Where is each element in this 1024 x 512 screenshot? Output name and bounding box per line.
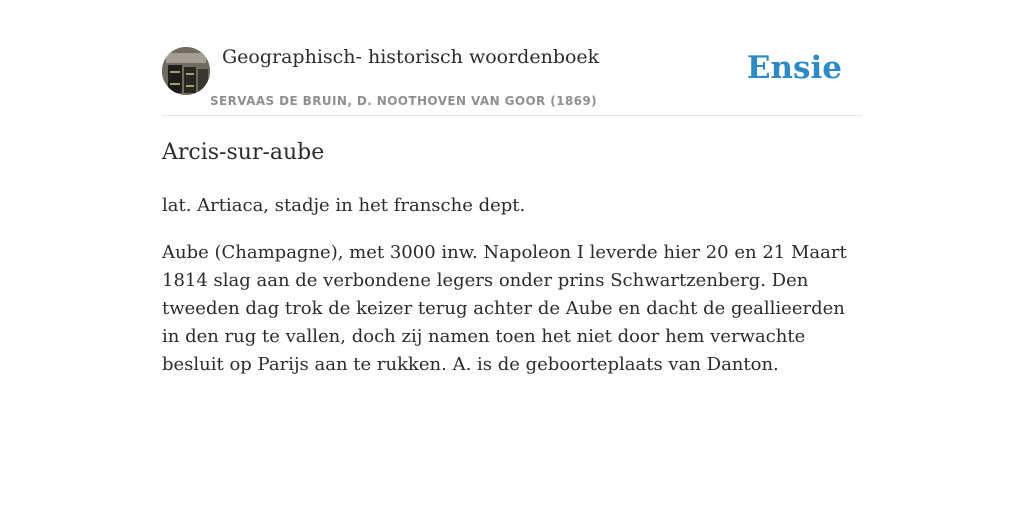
book-header bbox=[162, 44, 862, 116]
entry-title: Arcis-sur-aube bbox=[162, 140, 325, 165]
entry-paragraph: Aube (Champagne), met 3000 inw. Napoleon I leverde hier 20 en 21 Maart 1814 slag aan de verbondene legers onder prins Schwartzenberg. Den tweeden dag trok de keizer terug achter de Aube en dacht de geallieerden in den rug te vallen, doch zij namen toen het niet door hem verwachte besluit op Parijs aan te rukken. A. is de geboorteplaats van Danton. bbox=[162, 242, 847, 375]
book-cover-thumbnail[interactable] bbox=[162, 47, 210, 95]
entry-paragraph: lat. Artiaca, stadje in het fransche dept. bbox=[162, 195, 526, 216]
ensie-logo-link[interactable]: Ensie bbox=[746, 50, 842, 86]
entry-content bbox=[162, 192, 862, 398]
book-title[interactable]: Geographisch- historisch woordenboek bbox=[222, 46, 600, 68]
book-author: SERVAAS DE BRUIN, D. NOOTHOVEN VAN GOOR (1869) bbox=[210, 94, 598, 108]
